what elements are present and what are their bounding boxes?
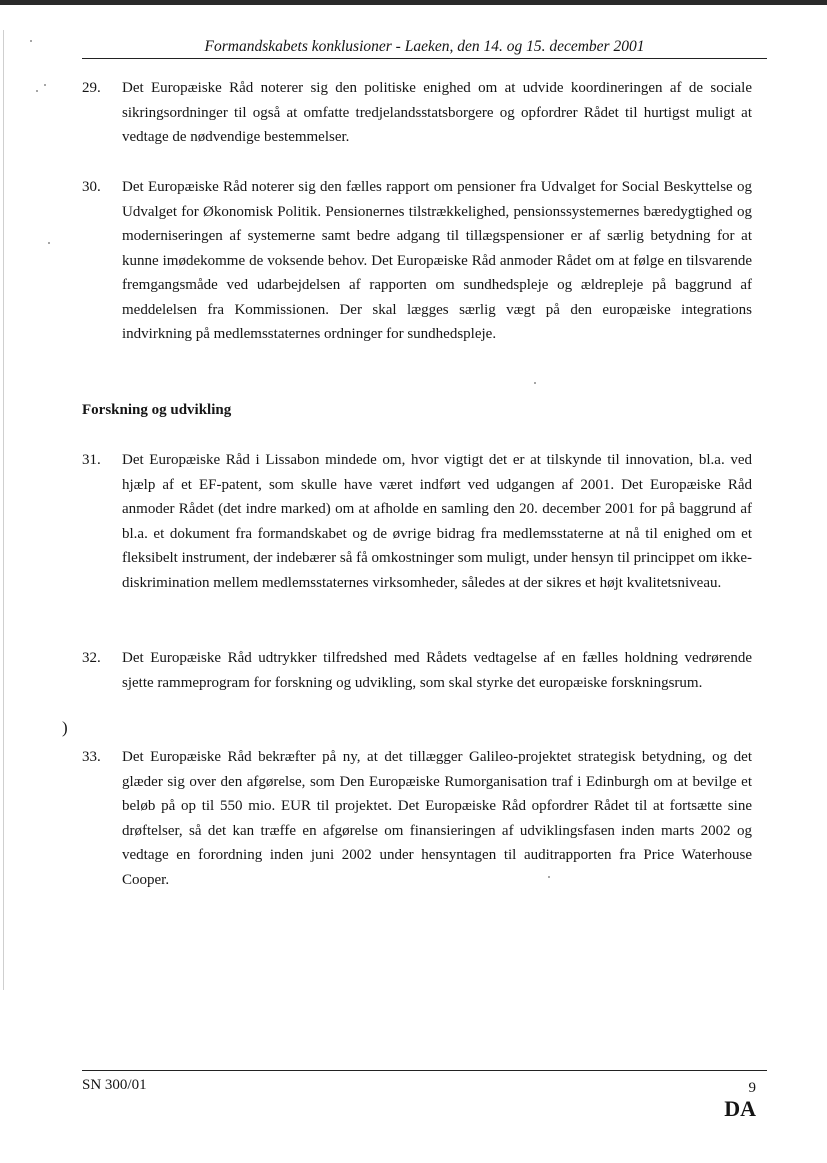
paragraph-text: Det Europæiske Råd noterer sig den fælles rapport om pensioner fra Udvalget for Social Beskyttelse og Udvalget for Økonomisk Politik. Pensionernes tilstrækkelighed, pensionssystemernes bæredygtighed og moderniseringen af systemerne samt bedre adgang til tillægspensioner er af særlig betydning for at kunne imødekomme de voksende behov. Det Europæiske Råd anmoder Rådet om at følge en tilsvarende fremgangsmåde ved udarbejdelsen af rapporten om sundhedspleje og ældrepleje på baggrund af meddelelsen fra Kommissionen. Der skal lægges særlig vægt på den europæiske integrations indvirkning på medlemsstaternes ordninger for sundhedspleje. bbox=[122, 179, 752, 342]
paragraph-text: Det Europæiske Råd bekræfter på ny, at det tillægger Galileo-projektet strategisk betydning, og det glæder sig over den afgørelse, som Den Europæiske Rumorganisation traf i Edinburgh om at bevilge et beløb på op til 550 mio. EUR til projektet. Det Europæiske Råd opfordrer Rådet til at fortsætte sine drøftelser, så det kan træffe en afgørelse om finansieringen af udviklingsfasen inden marts 2002 og vedtage en forordning inden juni 2002 under hensyntagen til auditrapporten fra Price Waterhouse Cooper. bbox=[122, 749, 752, 888]
page-number: 9 bbox=[748, 1080, 756, 1096]
paragraph-number: 32. bbox=[82, 650, 101, 666]
paragraph-text: Det Europæiske Råd noterer sig den politiske enighed om at udvide koordineringen af de sociale sikringsordninger til også at omfatte tredjelandsstatsborgere og opfordrer Rådet til hurtigst muligt at vedtage de nødvendige bestemmelser. bbox=[122, 80, 752, 145]
scan-speck bbox=[44, 84, 46, 86]
scan-speck bbox=[548, 876, 550, 878]
scan-speck bbox=[534, 382, 536, 384]
paragraph-29 bbox=[82, 76, 752, 150]
paragraph-text: Det Europæiske Råd i Lissabon mindede om, hvor vigtigt det er at tilskynde til innovation, bl.a. ved hjælp af et EF-patent, som skulle have været indført ved udgangen af 2001. Det Europæiske Råd anmoder Rådet (det indre marked) om at afholde en samling den 20. december 2001 for på baggrund af bl.a. et dokument fra formandskabet og de øvrige bidrag fra medlemsstaterne at nå til enighed om et fleksibelt instrument, der indebærer så få omkostninger som muligt, under hensyn til princippet om ikke-diskrimination mellem medlemsstaternes virksomheder, således at der sikres et højt kvalitetsniveau. bbox=[122, 452, 752, 591]
paragraph-33 bbox=[82, 745, 752, 892]
scan-speck bbox=[36, 90, 38, 92]
paragraph-32 bbox=[82, 646, 752, 695]
language-code: DA bbox=[724, 1096, 756, 1121]
paragraph-number: 29. bbox=[82, 80, 101, 96]
scan-top-edge bbox=[0, 0, 827, 5]
paragraph-number: 30. bbox=[82, 179, 101, 195]
scan-left-edge bbox=[3, 30, 4, 990]
margin-mark: ) bbox=[62, 718, 68, 737]
scan-speck bbox=[48, 242, 50, 244]
running-header-title: Formandskabets konklusioner - Laeken, den 14. og 15. december 2001 bbox=[204, 38, 645, 55]
paragraph-30 bbox=[82, 175, 752, 347]
paragraph-text: Det Europæiske Råd udtrykker tilfredshed med Rådets vedtagelse af en fælles holdning vedrørende sjette rammeprogram for forskning og udvikling, som skal styrke det europæiske forskningsrum. bbox=[122, 650, 752, 691]
header-rule bbox=[82, 58, 767, 59]
section-heading: Forskning og udvikling bbox=[82, 402, 232, 418]
paragraph-31 bbox=[82, 448, 752, 595]
footer-rule bbox=[82, 1070, 767, 1071]
document-code: SN 300/01 bbox=[82, 1077, 147, 1093]
paragraph-number: 31. bbox=[82, 452, 101, 468]
scan-speck bbox=[30, 40, 32, 42]
paragraph-number: 33. bbox=[82, 749, 101, 765]
